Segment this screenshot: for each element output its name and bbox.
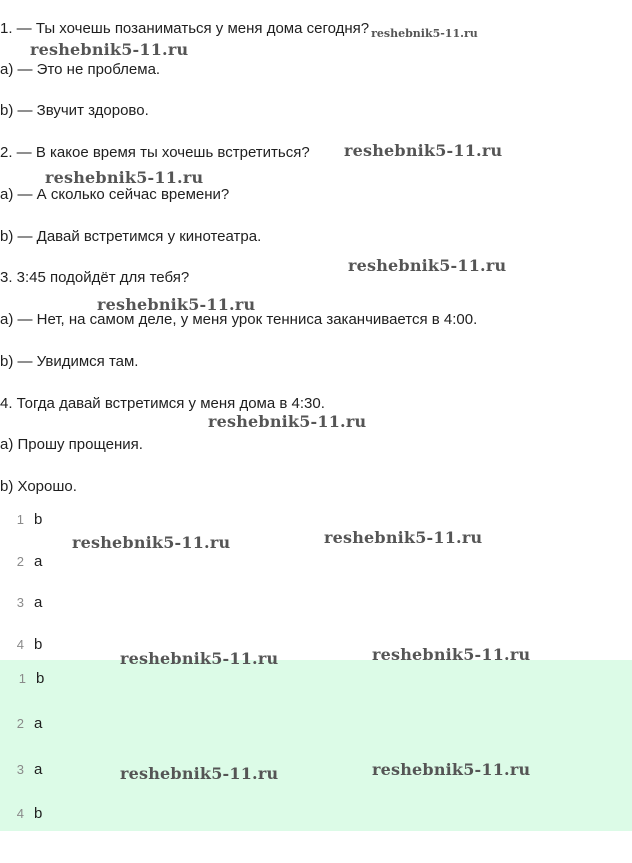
- question-2-option-b: b) — Давай встретимся у кинотеатра.: [0, 228, 262, 245]
- answer-row-2: [0, 553, 42, 571]
- answer-number: 4: [16, 806, 24, 821]
- watermark: reshebnik5-11.ru: [120, 764, 279, 783]
- watermark: reshebnik5-11.ru: [372, 645, 531, 664]
- answer-number: 3: [16, 595, 24, 610]
- watermark: reshebnik5-11.ru: [344, 141, 503, 160]
- highlighted-answer-block: [0, 660, 632, 831]
- question-4: 4. Тогда давай встретимся у меня дома в 4:30.: [0, 395, 325, 412]
- answer-number: 2: [16, 716, 24, 731]
- question-1-option-b: b) — Звучит здорово.: [0, 102, 149, 119]
- highlighted-answer-row-2: [0, 715, 42, 733]
- watermark: reshebnik5-11.ru: [208, 412, 367, 431]
- question-2-option-a: a) — А сколько сейчас времени?: [0, 186, 230, 203]
- answer-row-1: [0, 511, 42, 529]
- question-1-option-a: a) — Это не проблема.: [0, 61, 161, 78]
- watermark: reshebnik5-11.ru: [72, 533, 231, 552]
- watermark: reshebnik5-11.ru: [97, 295, 256, 314]
- answer-number: 3: [16, 762, 24, 777]
- question-4-option-b: b) Хорошо.: [0, 478, 77, 495]
- answer-number: 1: [16, 512, 24, 527]
- answer-value: b: [36, 670, 45, 687]
- question-3: 3. 3:45 подойдёт для тебя?: [0, 269, 190, 286]
- watermark: reshebnik5-11.ru: [372, 760, 531, 779]
- answer-number: 2: [16, 554, 24, 569]
- highlighted-answer-row-1: [0, 670, 44, 688]
- answer-value: a: [34, 594, 43, 611]
- question-3-option-a: a) — Нет, на самом деле, у меня урок тенниса заканчивается в 4:00.: [0, 311, 478, 328]
- answer-value: b: [34, 636, 43, 653]
- question-4-option-a: a) Прошу прощения.: [0, 436, 143, 453]
- watermark: reshebnik5-11.ru: [30, 40, 189, 59]
- answer-value: a: [34, 553, 43, 570]
- answer-value: a: [34, 761, 43, 778]
- watermark: reshebnik5-11.ru: [348, 256, 507, 275]
- answer-number: 4: [16, 637, 24, 652]
- answer-row-3: [0, 594, 42, 612]
- highlighted-answer-row-4: [0, 805, 42, 823]
- answer-value: b: [34, 805, 43, 822]
- question-2: 2. — В какое время ты хочешь встретиться?: [0, 144, 310, 161]
- watermark: reshebnik5-11.ru: [120, 649, 279, 668]
- watermark: reshebnik5-11.ru: [371, 27, 478, 40]
- answer-value: a: [34, 715, 43, 732]
- watermark: reshebnik5-11.ru: [324, 528, 483, 547]
- answer-row-4: [0, 636, 42, 654]
- answer-value: b: [34, 511, 43, 528]
- highlighted-answer-row-3: [0, 761, 42, 779]
- answer-number: 1: [18, 671, 26, 686]
- question-3-option-b: b) — Увидимся там.: [0, 353, 139, 370]
- watermark: reshebnik5-11.ru: [45, 168, 204, 187]
- question-1-text: 1. — Ты хочешь позаниматься у меня дома сегодня?: [0, 20, 370, 37]
- question-1: [0, 20, 478, 39]
